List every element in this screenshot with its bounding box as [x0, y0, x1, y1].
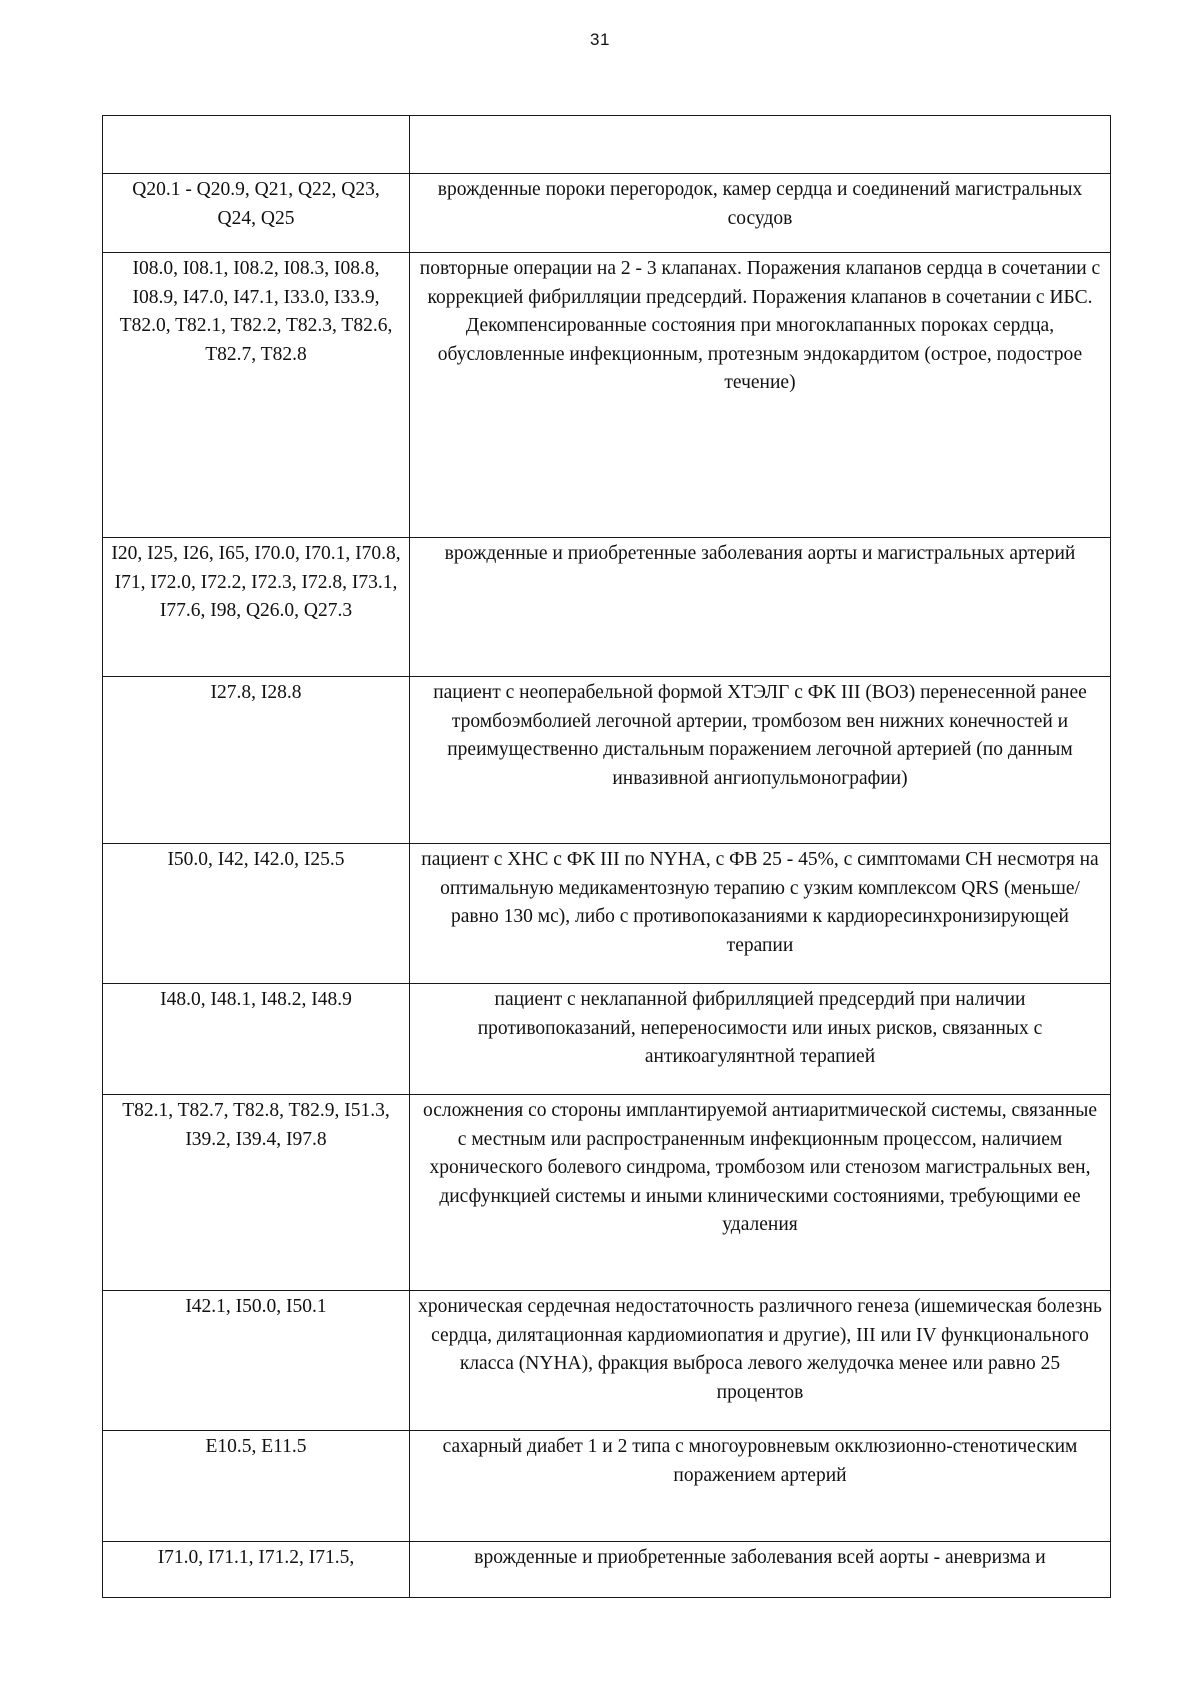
code-cell: I48.0, I48.1, I48.2, I48.9: [103, 984, 410, 1095]
code-cell: I71.0, I71.1, I71.2, I71.5,: [103, 1542, 410, 1598]
table-row: [103, 538, 1111, 677]
description-cell: врожденные и приобретенные заболевания аорты и магистральных артерий: [410, 538, 1111, 677]
table-row: [103, 984, 1111, 1095]
description-cell: врожденные пороки перегородок, камер сердца и соединений магистральных сосудов: [410, 174, 1111, 253]
description-cell: осложнения со стороны имплантируемой антиаритмической системы, связанные с местным или распространенным инфекционным процессом, наличием хронического болевого синдрома, тромбозом или стенозом магистральных вен, дисфункцией системы и иными клиническими состояниями, требующими ее удаления: [410, 1095, 1111, 1291]
table-row: [103, 174, 1111, 253]
description-cell: [410, 116, 1111, 174]
diagnosis-code-table: [102, 115, 1111, 1598]
code-cell: I50.0, I42, I42.0, I25.5: [103, 844, 410, 984]
table-row: [103, 677, 1111, 844]
description-cell: повторные операции на 2 - 3 клапанах. Поражения клапанов сердца в сочетании с коррекцией фибрилляции предсердий. Поражения клапанов в сочетании с ИБС. Декомпенсированные состояния при многоклапанных пороках сердца, обусловленные инфекционным, протезным эндокардитом (острое, подострое течение): [410, 253, 1111, 538]
table-row: [103, 1291, 1111, 1431]
code-cell: Q20.1 - Q20.9, Q21, Q22, Q23, Q24, Q25: [103, 174, 410, 253]
description-cell: сахарный диабет 1 и 2 типа с многоуровневым окклюзионно-стенотическим поражением артерий: [410, 1431, 1111, 1542]
code-cell: I42.1, I50.0, I50.1: [103, 1291, 410, 1431]
description-cell: пациент с ХНС с ФК III по NYHA, с ФВ 25 - 45%, с симптомами СН несмотря на оптимальную медикаментозную терапию с узким комплексом QRS (меньше/равно 130 мс), либо с противопоказаниями к кардиоресинхронизирующей терапии: [410, 844, 1111, 984]
code-cell: I27.8, I28.8: [103, 677, 410, 844]
code-cell: I08.0, I08.1, I08.2, I08.3, I08.8, I08.9, I47.0, I47.1, I33.0, I33.9, T82.0, T82.1, T82.2, T82.3, T82.6, T82.7, T82.8: [103, 253, 410, 538]
code-cell: E10.5, E11.5: [103, 1431, 410, 1542]
page-number: 31: [590, 30, 610, 49]
description-cell: пациент с неклапанной фибрилляцией предсердий при наличии противопоказаний, непереносимости или иных рисков, связанных с антикоагулянтной терапией: [410, 984, 1111, 1095]
code-cell: [103, 116, 410, 174]
table-row: [103, 844, 1111, 984]
description-cell: пациент с неоперабельной формой ХТЭЛГ с ФК III (ВОЗ) перенесенной ранее тромбоэмболией легочной артерии, тромбозом вен нижних конечностей и преимущественно дистальным поражением легочной артерией (по данным инвазивной ангиопульмонографии): [410, 677, 1111, 844]
table-row: [103, 1431, 1111, 1542]
table-row: [103, 1542, 1111, 1598]
table-row: [103, 116, 1111, 174]
table-row: [103, 1095, 1111, 1291]
description-cell: врожденные и приобретенные заболевания всей аорты - аневризма и: [410, 1542, 1111, 1598]
description-cell: хроническая сердечная недостаточность различного генеза (ишемическая болезнь сердца, дилятационная кардиомиопатия и другие), III или IV функционального класса (NYHA), фракция выброса левого желудочка менее или равно 25 процентов: [410, 1291, 1111, 1431]
table-row: [103, 253, 1111, 538]
code-cell: I20, I25, I26, I65, I70.0, I70.1, I70.8, I71, I72.0, I72.2, I72.3, I72.8, I73.1, I77.6, I98, Q26.0, Q27.3: [103, 538, 410, 677]
code-cell: T82.1, T82.7, T82.8, T82.9, I51.3, I39.2, I39.4, I97.8: [103, 1095, 410, 1291]
